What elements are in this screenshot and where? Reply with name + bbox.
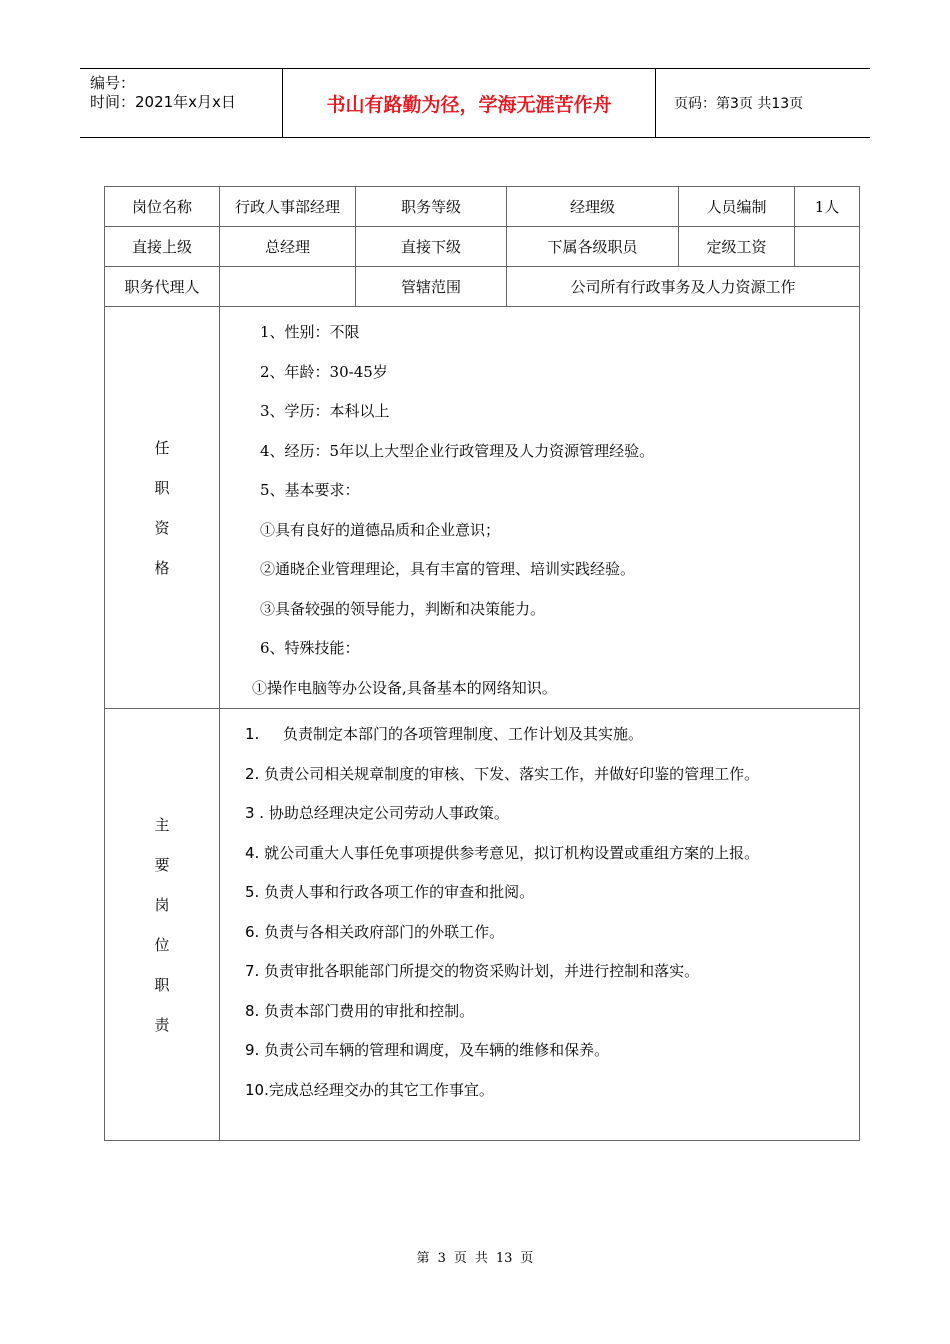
- list-item: [220, 715, 859, 755]
- label-char: 责: [154, 1015, 170, 1034]
- list-item: 2、年龄：30-45岁: [260, 362, 388, 381]
- label-char: 岗: [154, 895, 170, 914]
- item-number: 2.: [245, 764, 260, 783]
- table-row: [105, 187, 860, 227]
- item-number: 5.: [245, 883, 260, 901]
- label-char: 格: [154, 558, 170, 577]
- list-item: 6、特殊技能：: [260, 639, 360, 657]
- motto-text: 书山有路勤为径，学海无涯苦作舟: [282, 69, 656, 137]
- footer-text: 页: [453, 1251, 467, 1266]
- cell-label: 管辖范围: [356, 267, 507, 307]
- header-meta: [80, 69, 282, 137]
- item-text: 负责与各相关政府部门的外联工作。: [264, 922, 505, 941]
- list-item: [220, 834, 859, 874]
- number-label: 编号：: [90, 74, 136, 92]
- label-char: 要: [154, 855, 170, 874]
- item-text: 负责公司相关规章制度的审核、下发、落实工作，并做好印鉴的管理工作。: [264, 764, 760, 783]
- cell-value: [795, 227, 860, 267]
- item-text: 完成总经理交办的其它工作事宜。: [268, 1080, 494, 1099]
- cell-value: 公司所有行政事务及人力资源工作: [507, 267, 860, 307]
- cell-value: [220, 267, 356, 307]
- label-char: 任: [154, 438, 170, 457]
- item-number: 1.: [245, 725, 260, 743]
- duties-row: [105, 709, 860, 1141]
- item-number: 7.: [245, 962, 260, 980]
- table-row: [105, 267, 860, 307]
- list-item: [220, 952, 859, 992]
- list-item: ①操作电脑等办公设备,具备基本的网络知识。: [252, 678, 557, 697]
- item-number: 4.: [245, 843, 260, 862]
- qualifications-row: [105, 307, 860, 709]
- cell-label: 直接下级: [356, 227, 507, 267]
- list-item: 3、学历：本科以上: [260, 402, 390, 420]
- footer-text: 页: [520, 1251, 534, 1266]
- page-info: [664, 69, 870, 137]
- cell-value: 行政人事部经理: [220, 187, 356, 227]
- list-item: [220, 992, 859, 1032]
- label-char: 主: [154, 815, 170, 834]
- label-char: 职: [154, 975, 170, 994]
- table-row: [105, 227, 860, 267]
- label-char: 资: [154, 518, 170, 537]
- cell-label: 岗位名称: [105, 187, 220, 227]
- footer-text: 第: [416, 1251, 430, 1266]
- item-text: 负责审批各职能部门所提交的物资采购计划，并进行控制和落实。: [264, 962, 700, 980]
- item-text: 负责本部门费用的审批和控制。: [264, 1001, 475, 1020]
- footer-page-number: 3: [437, 1251, 446, 1266]
- list-item: 1、性别：不限: [260, 323, 360, 341]
- footer-page-total: 13: [495, 1251, 513, 1266]
- list-item: 4、经历：5年以上大型企业行政管理及人力资源管理经验。: [260, 441, 655, 460]
- list-item: ①具有良好的道德品质和企业意识；: [260, 520, 501, 539]
- list-item: ③具备较强的领导能力，判断和决策能力。: [260, 599, 546, 618]
- cell-value: 1人: [795, 187, 860, 227]
- page-footer: [0, 1247, 950, 1266]
- duties-label: [105, 709, 220, 1141]
- job-description-table: [104, 186, 860, 1141]
- cell-label: 职务等级: [356, 187, 507, 227]
- cell-value: 经理级: [507, 187, 679, 227]
- page-header: [80, 68, 870, 138]
- footer-text: 共: [474, 1251, 488, 1266]
- list-item: 5、基本要求：: [260, 481, 360, 499]
- item-number: 3 .: [245, 804, 265, 822]
- item-number: 8.: [245, 1001, 260, 1020]
- list-item: [220, 873, 859, 913]
- item-text: 负责公司车辆的管理和调度，及车辆的维修和保养。: [264, 1041, 610, 1059]
- list-item: [220, 913, 859, 953]
- qualifications-list: [220, 307, 860, 709]
- item-text: 协助总经理决定公司劳动人事政策。: [268, 804, 509, 822]
- duties-list: [220, 709, 860, 1141]
- list-item: ②通晓企业管理理论，具有丰富的管理、培训实践经验。: [260, 560, 636, 578]
- item-number: 6.: [245, 922, 260, 941]
- cell-label: 人员编制: [679, 187, 795, 227]
- qualifications-label: [105, 307, 220, 709]
- cell-label: 职务代理人: [105, 267, 220, 307]
- list-item: [220, 794, 859, 834]
- list-item: [220, 755, 859, 795]
- list-item: [220, 1071, 859, 1111]
- date-label: 时间：2021年x月x日: [90, 93, 236, 111]
- item-text: 就公司重大人事任免事项提供参考意见，拟订机构设置或重组方案的上报。: [264, 843, 760, 862]
- label-char: 职: [154, 478, 170, 497]
- label-char: 位: [154, 935, 170, 954]
- list-item: [220, 1031, 859, 1071]
- item-number: 9.: [245, 1041, 260, 1059]
- cell-value: 总经理: [220, 227, 356, 267]
- cell-label: 直接上级: [105, 227, 220, 267]
- cell-value: 下属各级职员: [507, 227, 679, 267]
- cell-label: 定级工资: [679, 227, 795, 267]
- item-text: 负责人事和行政各项工作的审查和批阅。: [264, 883, 535, 901]
- page-info-text: 页码：第3页 共13页: [674, 96, 804, 112]
- item-number: 10.: [245, 1080, 269, 1099]
- item-text: 负责制定本部门的各项管理制度、工作计划及其实施。: [283, 725, 644, 743]
